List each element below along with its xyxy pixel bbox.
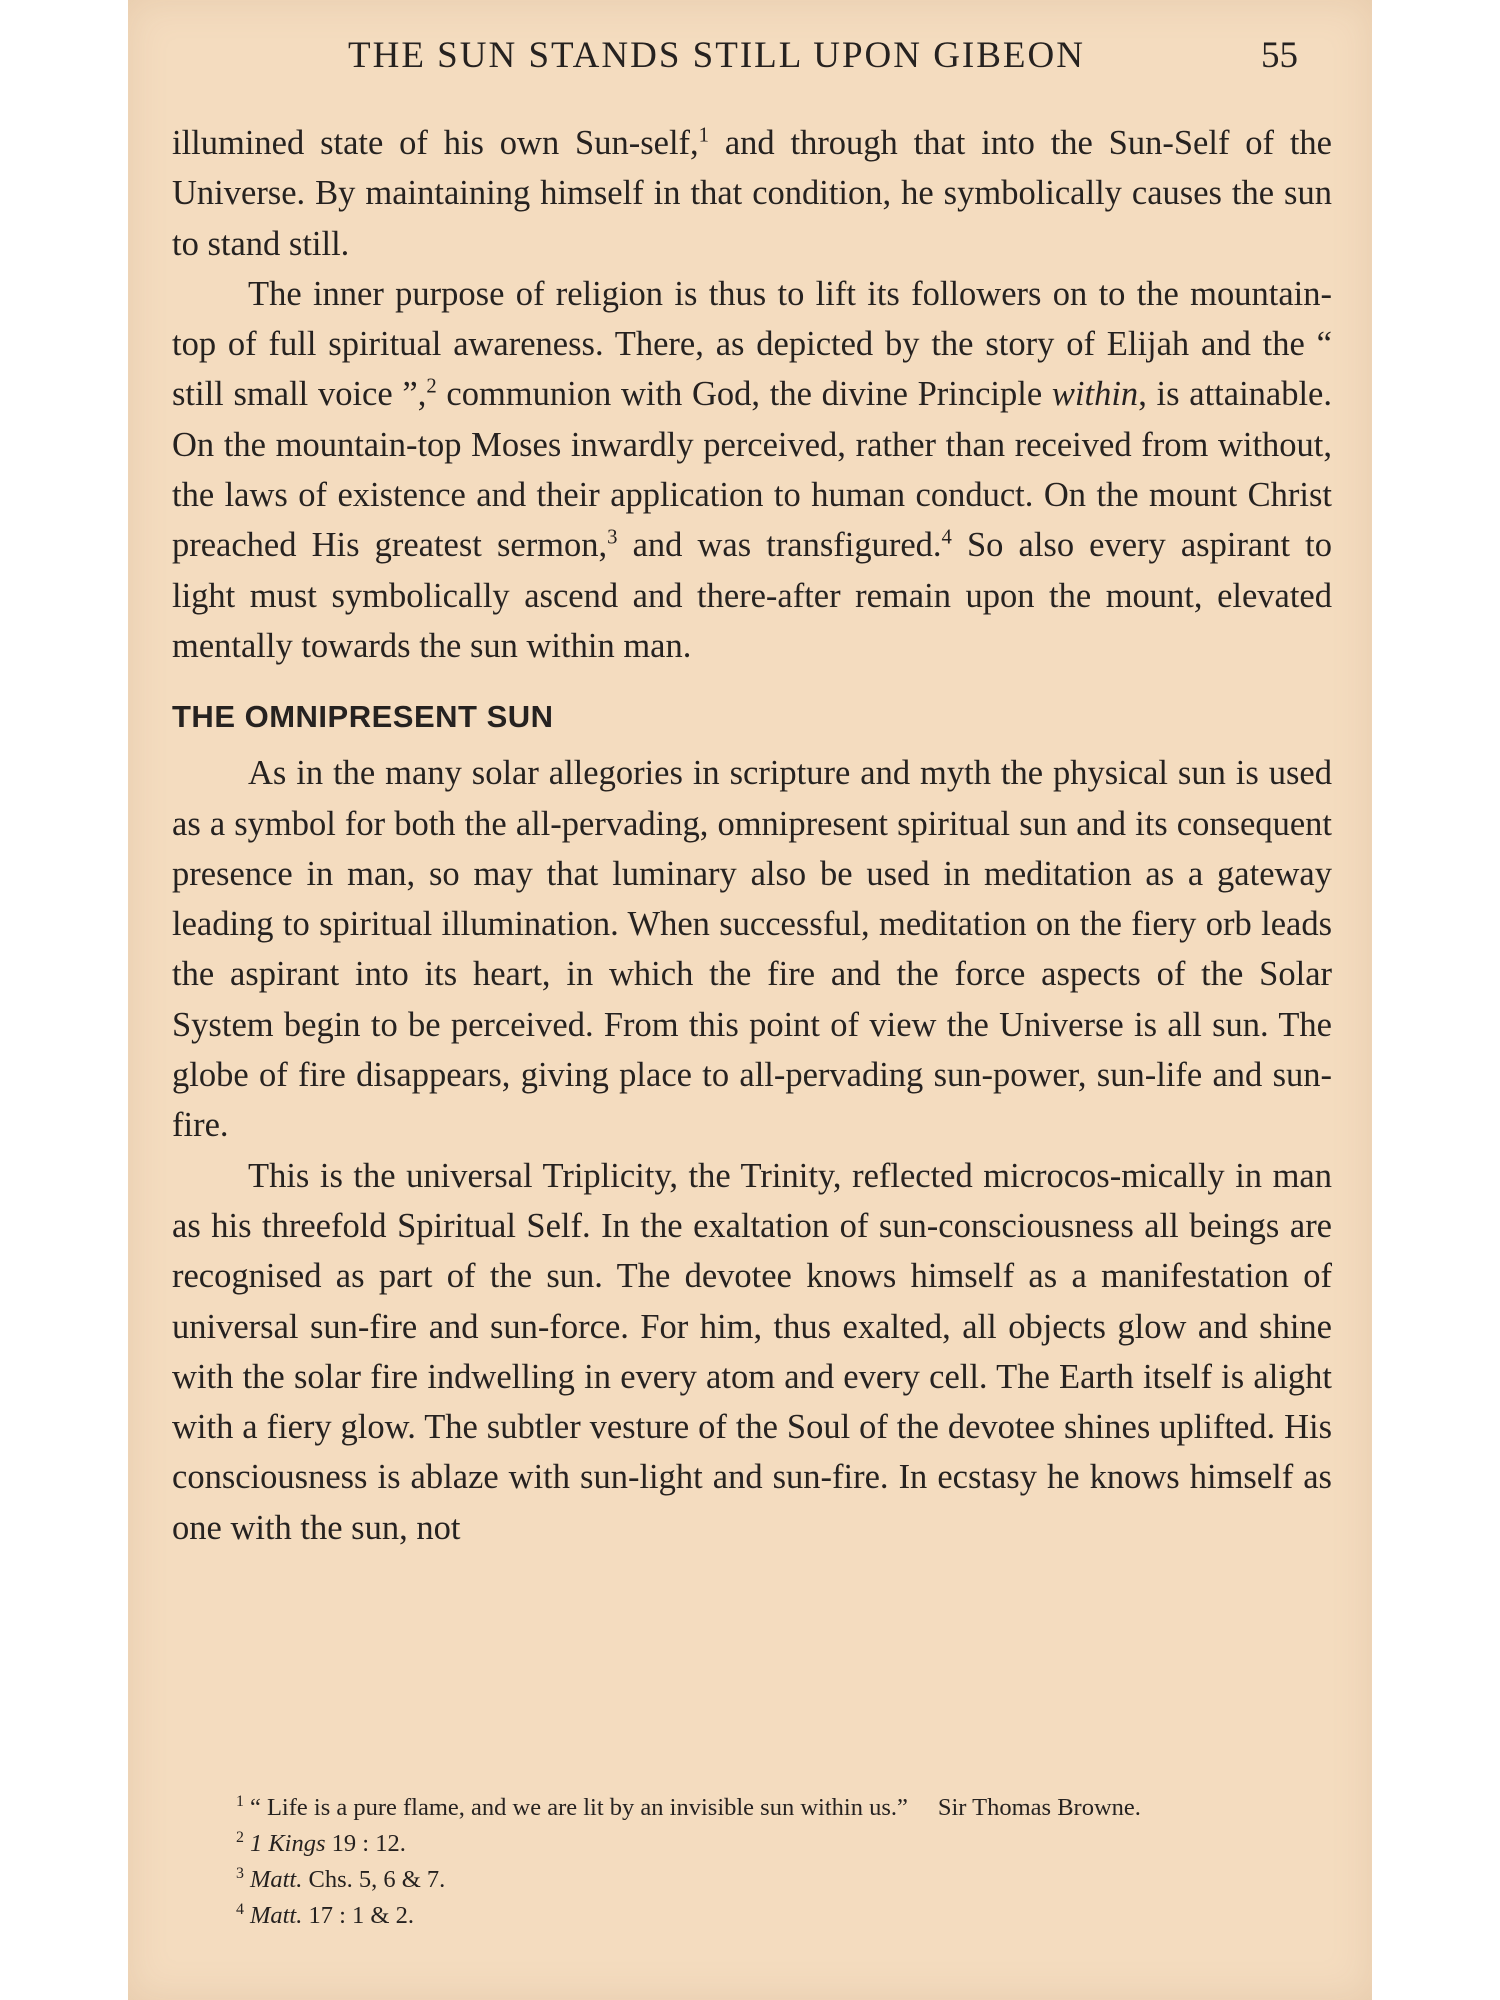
running-title: THE SUN STANDS STILL UPON GIBEON	[348, 35, 1085, 76]
emphasis-within: within	[1051, 375, 1139, 414]
paragraph-4: This is the universal Triplicity, the Trinity, reflected microcos-mically in man as his threefold Spiritual Self. In the exaltation of sun-consciousness all beings are recognised as part of the sun. The devotee knows himself as a manifestation of universal sun-fire and sun-force. For him, thus exalted, all objects glow and shine with the solar fire indwelling in every atom and every cell. The Earth itself is alight with a fiery glow. The subtler vesture of the Soul of the devotee shines uplifted. His consciousness is ablaze with sun-light and sun-fire. In ecstasy he knows himself as one with the sun, not	[172, 1156, 1332, 1547]
paragraph-1-text-b: and through that into the Sun-Self of the Universe. By maintaining himself in that condition, he symbolically causes the sun to stand still.	[172, 124, 1332, 263]
page-number: 55	[1261, 35, 1298, 76]
paragraph-1-text-a: illumined state of his own Sun-self,	[172, 124, 699, 162]
paragraph-2-text-e: So also every aspirant to light must symbolically ascend and there-after remain upon the mount, elevated mentally towards the sun within man.	[172, 526, 1333, 665]
footnote-2	[172, 1826, 1332, 1862]
footnote-ref-3: 3	[607, 526, 618, 549]
section-heading: THE OMNIPRESENT SUN	[172, 699, 554, 735]
footnote-mark: 1	[236, 1792, 244, 1810]
footnote-text: “ Life is a pure flame, and we are lit by an invisible sun within us.”	[249, 1794, 908, 1821]
paragraph-2-text-d: and was transfigured.	[617, 526, 942, 565]
paragraph-3: As in the many solar allegories in scripture and myth the physical sun is used as a symbol for both the all-pervading, omnipresent spiritual sun and its consequent presence in man, so may that luminary also be used in meditation as a gateway leading to spiritual illumination. When successful, meditation on the fiery orb leads the aspirant into its heart, in which the fire and the force aspects of the Solar System begin to be perceived. From this point of view the Universe is all sun. The globe of fire disappears, giving place to all-pervading sun-power, sun-life and sun-fire.	[172, 754, 1332, 1145]
footnote-book: Matt.	[249, 1902, 303, 1929]
running-head	[128, 34, 1372, 84]
footnote-ref-2: 2	[426, 375, 437, 398]
paragraph-2-text-a: The inner purpose of religion is thus to lift its followers on to the mountain-top of full spiritual awareness. There, as depicted by the story of Elijah and the “ still small voice ”,	[172, 274, 1332, 414]
footnote-ref-4: 4	[941, 526, 952, 549]
footnote-book: Matt.	[249, 1866, 303, 1893]
footnote-mark: 3	[236, 1864, 244, 1882]
footnote-ref: 19 : 12.	[325, 1830, 406, 1857]
footnote-ref-1: 1	[698, 124, 709, 147]
footnote-book: 1 Kings	[249, 1830, 326, 1857]
body-text	[172, 118, 1332, 1553]
paragraph-2-text-c: , is attainable. On the mountain-top Moses inwardly perceived, rather than received from without, the laws of existence and their application to human conduct. On the mount Christ preached His greatest sermon,	[172, 375, 1332, 565]
footnote-attribution: Sir Thomas Browne.	[937, 1794, 1141, 1821]
footnote-3	[172, 1862, 1332, 1898]
paragraph-1	[172, 118, 1332, 269]
footnote-1	[172, 1790, 1332, 1826]
footnote-4	[172, 1898, 1332, 1934]
footnotes	[172, 1790, 1332, 1934]
footnote-mark: 4	[236, 1900, 244, 1918]
footnote-mark: 2	[236, 1828, 244, 1846]
book-page	[128, 0, 1372, 2000]
footnote-ref: Chs. 5, 6 & 7.	[302, 1866, 446, 1893]
paragraph-2	[172, 269, 1332, 671]
footnote-ref: 17 : 1 & 2.	[302, 1902, 414, 1929]
paragraph-2-text-b: communion with God, the divine Principle	[436, 375, 1052, 414]
